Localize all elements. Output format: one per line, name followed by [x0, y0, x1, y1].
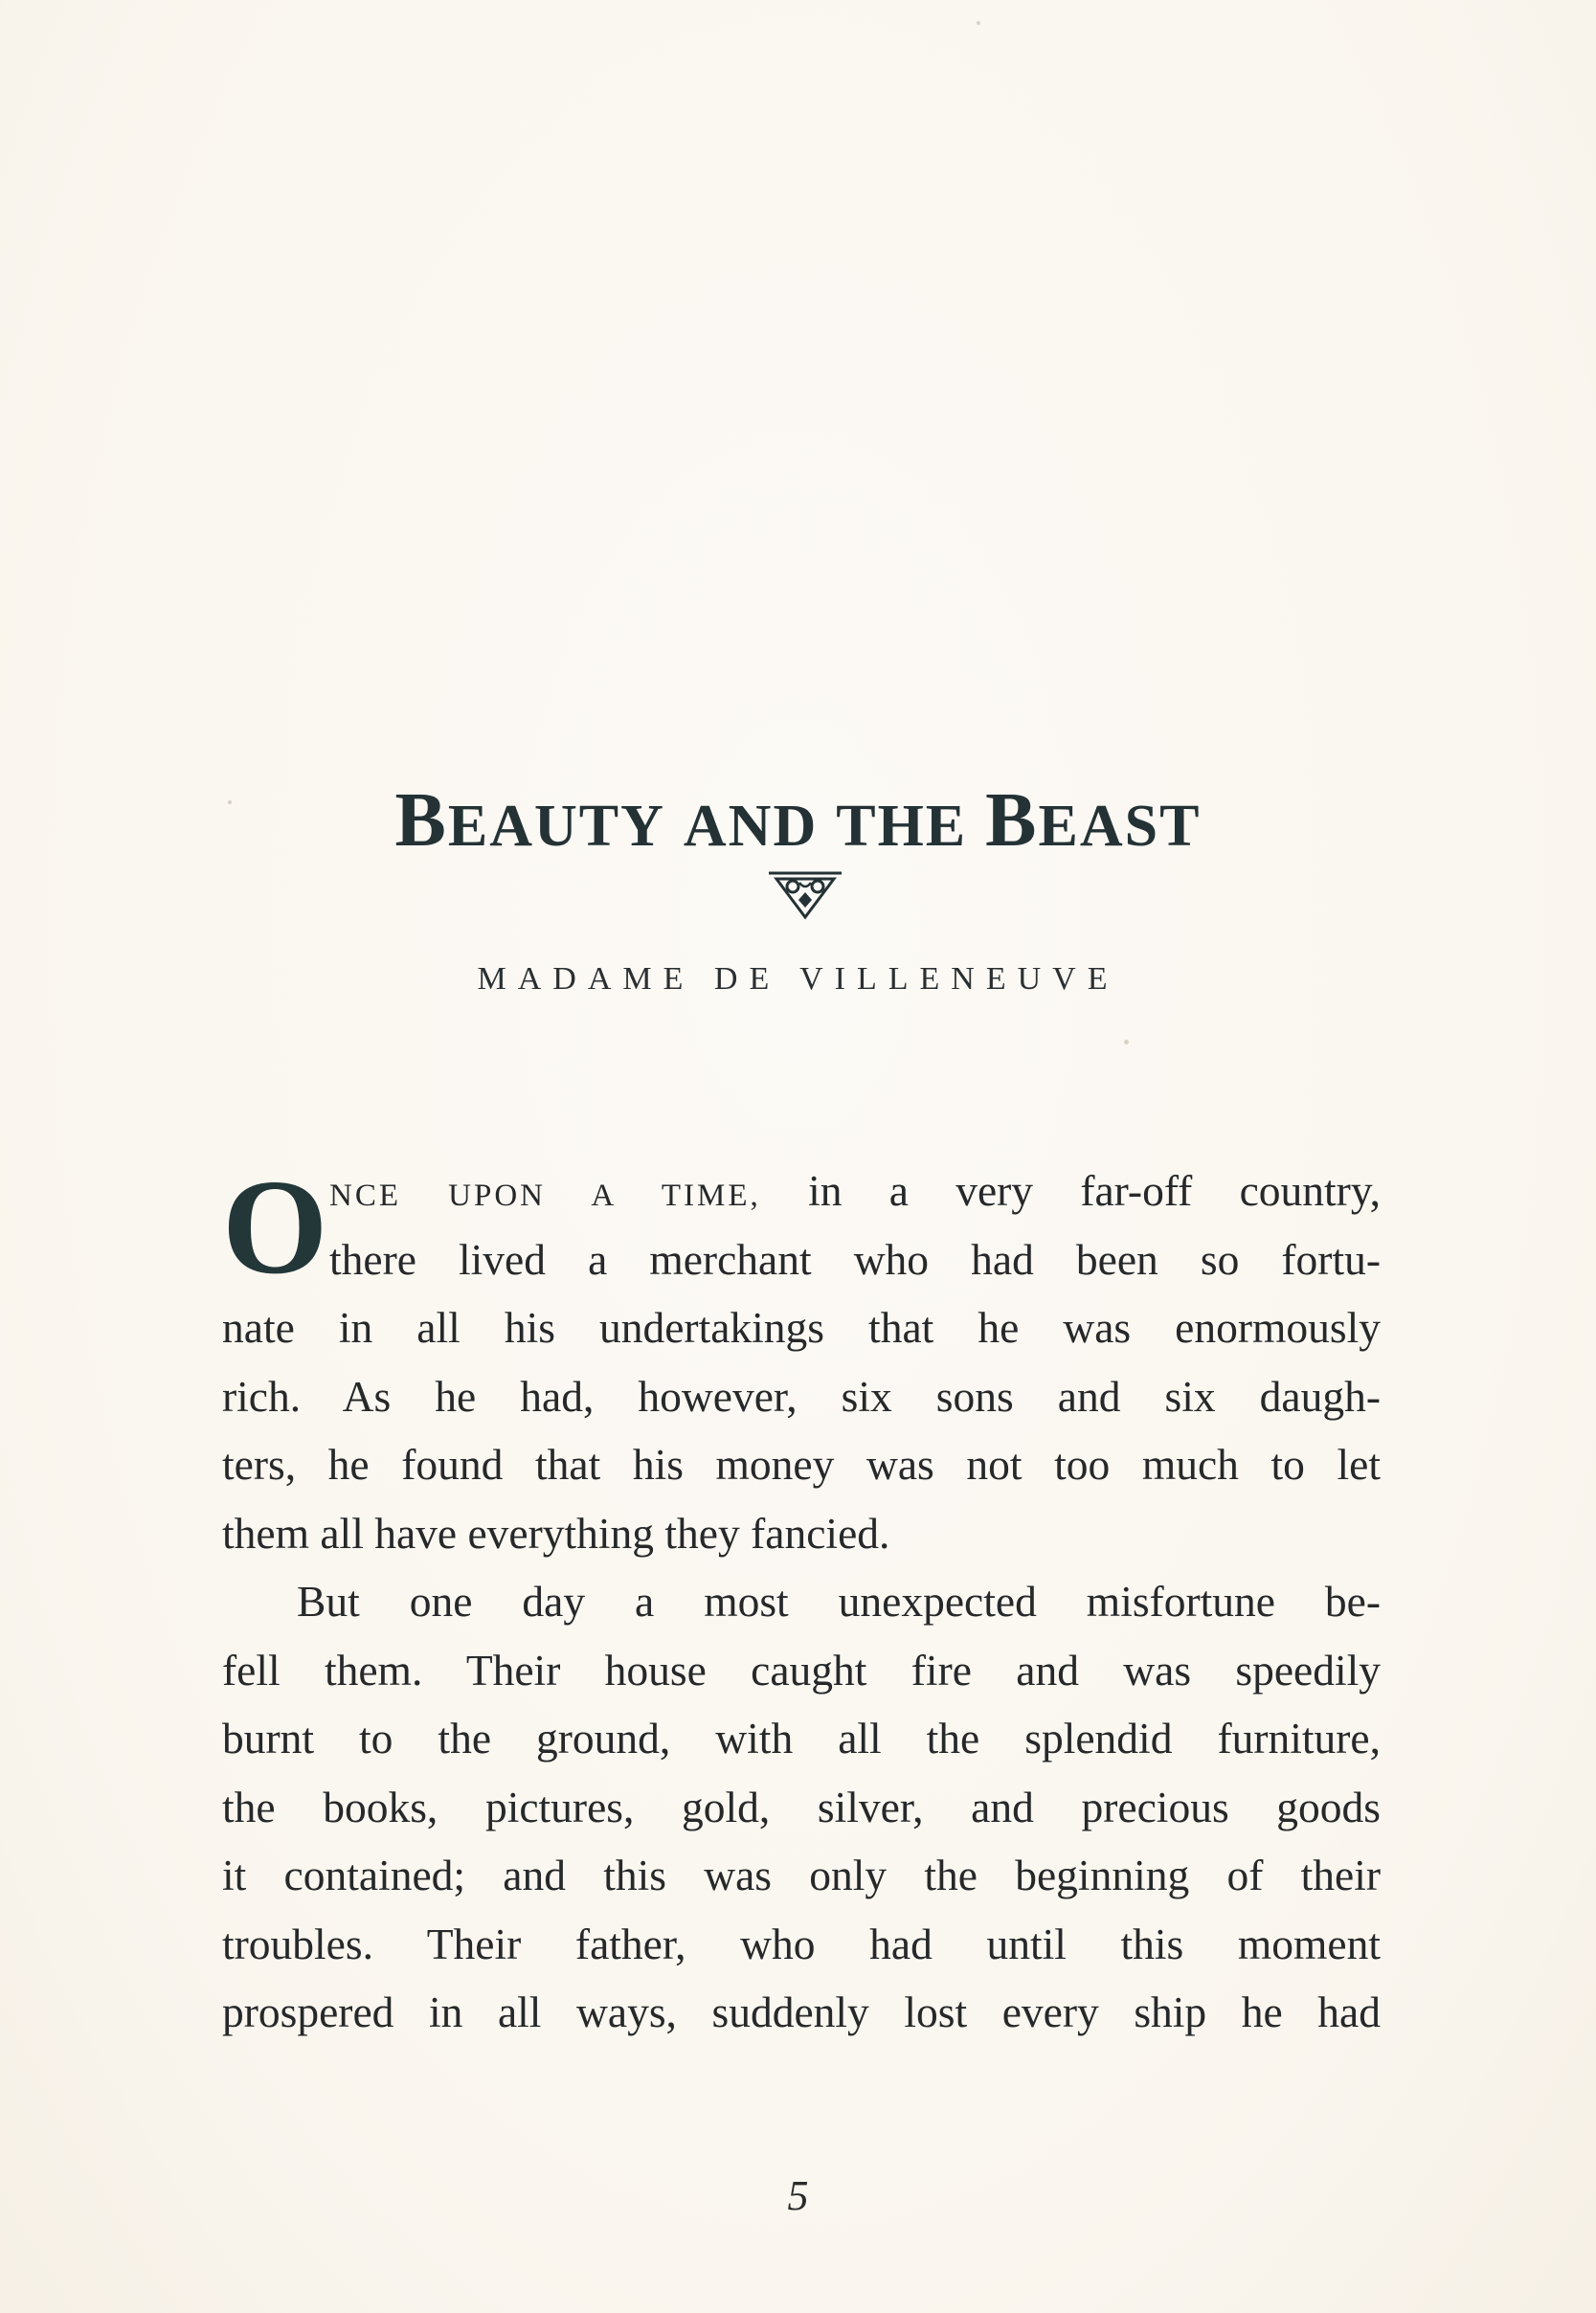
text-line: prospered in all ways, suddenly lost every ship he had: [222, 1987, 1381, 2036]
title-word-beauty: EAUTY: [447, 794, 665, 859]
author-name: MADAME DE VILLENEUVE: [477, 961, 1119, 997]
text-line: burnt to the ground, with all the splendid furniture,: [222, 1714, 1381, 1763]
text-line: them all have everything they fancied.: [222, 1508, 890, 1558]
page-number: 5: [787, 2172, 809, 2219]
body-text: [222, 1151, 1381, 2047]
title-word-beast: EAST: [1038, 794, 1202, 859]
chapter-title: [0, 777, 1596, 865]
fleuron-ornament-icon: [767, 867, 843, 925]
title-word-and: AND: [683, 794, 819, 859]
text-line: the books, pictures, gold, silver, and precious goods: [222, 1782, 1381, 1831]
text-line: it contained; and this was only the beginning of their: [222, 1851, 1381, 1899]
text-line: fell them. Their house caught fire and was speedily: [222, 1645, 1381, 1695]
title-word-the: HE: [877, 794, 968, 859]
text-line: rich. As he had, however, six sons and six daugh-: [222, 1371, 1381, 1421]
text-line: But one day a most unexpected misfortune be-: [297, 1577, 1381, 1626]
text-line: there lived a merchant who had been so fortu-: [329, 1234, 1381, 1284]
text-line: nate in all his undertakings that he was enormously: [222, 1303, 1381, 1352]
text-line: troubles. Their father, who had until this moment: [222, 1919, 1381, 1968]
title-initial-b2: B: [985, 778, 1039, 863]
text-line: NCE UPON A TIME, in a very far-off country,: [329, 1166, 1381, 1215]
text-line: ters, he found that his money was not too much to let: [222, 1440, 1381, 1489]
paper-speck: [1124, 1040, 1129, 1044]
paper-speck: [977, 21, 980, 25]
title-initial-t: T: [836, 794, 878, 859]
drop-cap-letter: O: [222, 1151, 328, 1302]
title-initial-b: B: [394, 778, 448, 863]
small-caps-lead: NCE UPON A TIME,: [329, 1179, 761, 1213]
